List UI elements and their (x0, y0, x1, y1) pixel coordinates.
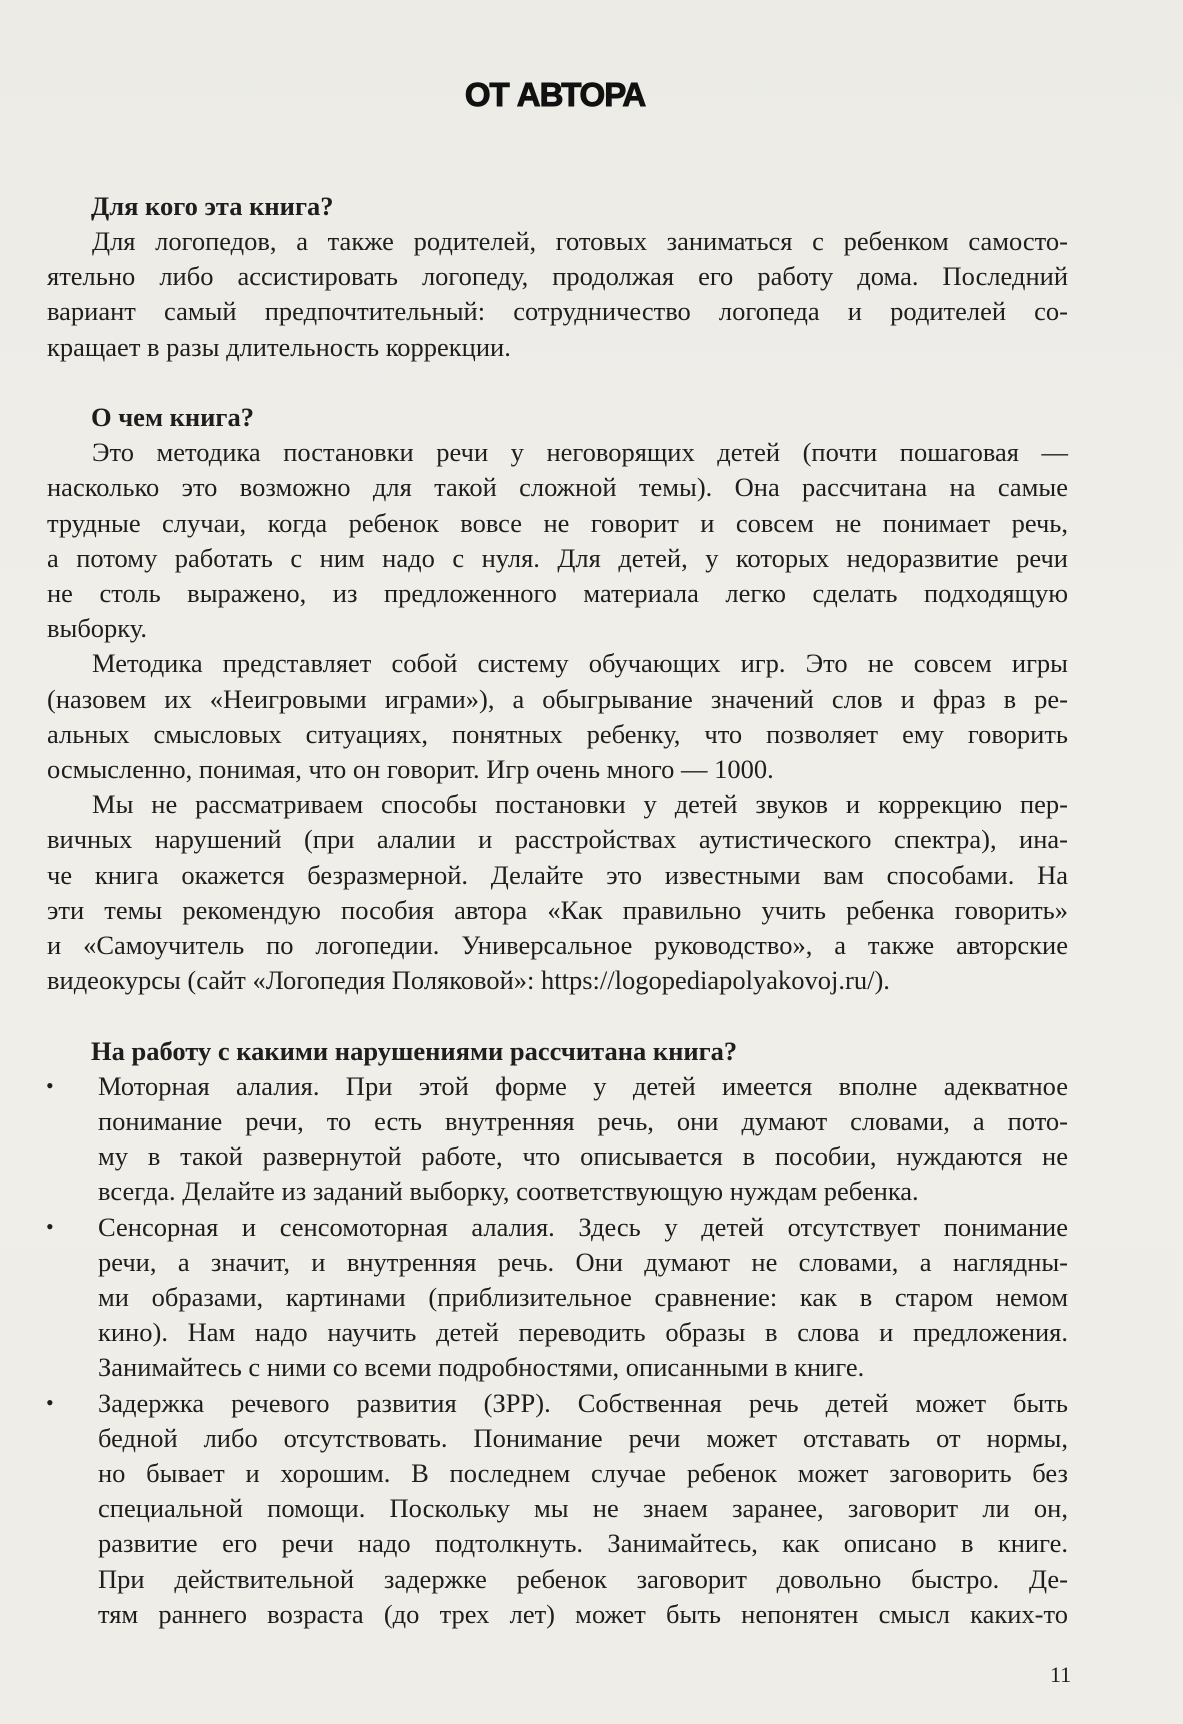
paragraph-line: не столь выражено, из предложенного материала легко сделать подходящую (47, 578, 1068, 608)
section-heading: О чем книга? (91, 402, 254, 432)
bullet-icon: • (46, 1389, 54, 1415)
bullet-text-line: При действительной задержке ребенок заговорит довольно быстро. Де- (98, 1563, 1068, 1594)
paragraph-line: кращает в разы длительность коррекции. (47, 331, 511, 362)
bullet-text-line: бедной либо отсутствовать. Понимание речи может отставать от нормы, (98, 1422, 1068, 1453)
paragraph-line: Мы не рассматриваем способы постановки у детей звуков и коррекцию пер- (92, 789, 1068, 820)
bullet-text-line: тям раннего возраста (до трех лет) может быть непонятен смысл каких-то (98, 1598, 1068, 1629)
bullet-text-line: Моторная алалия. При этой форме у детей имеется вполне адекватное (98, 1070, 1068, 1101)
paragraph-line: осмысленно, понимая, что он говорит. Игр очень много — 1000. (47, 754, 774, 784)
paragraph-line: вичных нарушений (при алалии и расстройствах аутистического спектра), ина- (47, 824, 1068, 855)
paragraph-line: насколько это возможно для такой сложной темы). Она рассчитана на самые (47, 472, 1068, 503)
paragraph-line: видеокурсы (сайт «Логопедия Поляковой»: https://logopediapolyakovoj.ru/). (47, 965, 890, 996)
bullet-text-line: развитие его речи надо подтолкнуть. Занимайтесь, как описано в книге. (98, 1528, 1068, 1559)
paragraph-line: вариант самый предпочтительный: сотрудничество логопеда и родителей со- (47, 296, 1068, 327)
section-heading: На работу с какими нарушениями рассчитана книга? (91, 1035, 738, 1066)
bullet-text-line: ми образами, картинами (приблизительное сравнение: как в старом немом (98, 1282, 1068, 1312)
bullet-text-line: речи, а значит, и внутренняя речь. Они думают не словами, а наглядны- (98, 1246, 1068, 1277)
bullet-text-line: му в такой развернутой работе, что описывается в пособии, нуждаются не (98, 1141, 1068, 1172)
bullet-text-line: Занимайтесь с ними со всеми подробностями, описанными в книге. (98, 1352, 865, 1383)
bullet-icon: • (46, 1072, 54, 1098)
paragraph-line: и «Самоучитель по логопедии. Универсальное руководство», а также авторские (47, 930, 1068, 960)
paragraph-line: выборку. (47, 613, 148, 644)
paragraph-line: Это методика постановки речи у неговорящих детей (почти пошаговая — (92, 437, 1068, 468)
page-title: ОТ АВТОРА (464, 76, 646, 113)
page-number: 11 (1050, 1662, 1072, 1687)
paragraph-line: эти темы рекомендую пособия автора «Как правильно учить ребенка говорить» (47, 894, 1068, 925)
bullet-icon: • (46, 1213, 54, 1239)
paragraph-line: Для логопедов, а также родителей, готовых заниматься с ребенком самосто- (92, 226, 1068, 256)
bullet-text-line: Задержка речевого развития (ЗРР). Собственная речь детей может быть (98, 1387, 1068, 1418)
paragraph-line: че книга окажется безразмерной. Делайте это известными вам способами. На (47, 859, 1068, 890)
bullet-text-line: Сенсорная и сенсомоторная алалия. Здесь у детей отсутствует понимание (98, 1211, 1068, 1242)
paragraph-line: альных смысловых ситуациях, понятных ребенку, что позволяет ему говорить (47, 718, 1068, 749)
bullet-text-line: всегда. Делайте из заданий выборку, соответствующую нуждам ребенка. (98, 1176, 919, 1207)
bullet-text-line: специальной помощи. Поскольку мы не знаем заранее, заговорит ли он, (98, 1493, 1068, 1524)
paragraph-line: а потому работать с ним надо с нуля. Для детей, у которых недоразвитие речи (47, 542, 1068, 573)
paragraph-line: ятельно либо ассистировать логопеду, продолжая его работу дома. Последний (47, 261, 1068, 292)
paragraph-line: Методика представляет собой систему обучающих игр. Это не совсем игры (92, 648, 1068, 679)
section-heading: Для кого эта книга? (91, 190, 334, 221)
paragraph-line: (назовем их «Неигровыми играми»), а обыгрывание значений слов и фраз в ре- (47, 683, 1068, 714)
bullet-text-line: кино). Нам надо научить детей переводить образы в слова и предложения. (98, 1317, 1068, 1348)
paragraph-line: трудные случаи, когда ребенок вовсе не говорит и совсем не понимает речь, (47, 507, 1068, 538)
bullet-text-line: но бывает и хорошим. В последнем случае ребенок может заговорить без (98, 1458, 1068, 1488)
bullet-text-line: понимание речи, то есть внутренняя речь, они думают словами, а пото- (98, 1106, 1068, 1136)
